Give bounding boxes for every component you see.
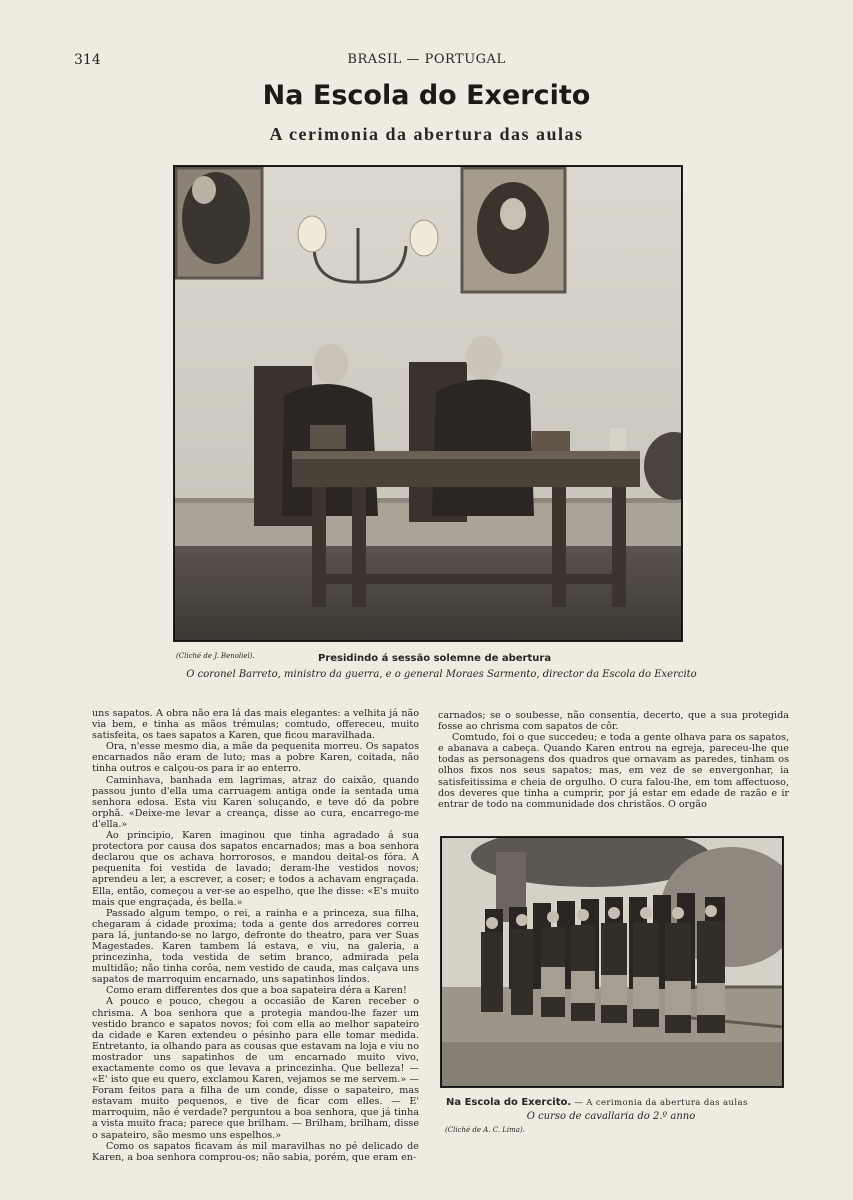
figure2-caption-title: Na Escola do Exercito. — [446, 1097, 572, 1108]
running-head: BRASIL — PORTUGAL — [347, 52, 506, 67]
figure2-caption-sub: O curso de cavallaria do 2.º anno — [526, 1111, 696, 1122]
figure1-caption-text: O coronel Barreto, ministro da guerra, e o general Moraes Sarmento, director da Escola do Exercito — [186, 669, 697, 680]
right-text-column — [438, 710, 789, 810]
page-number: 314 — [74, 52, 101, 68]
photo-officers-at-table — [173, 165, 683, 642]
paragraph: Como os sapatos ficavam ás mil maravilhas no pé delicado de Karen, a boa senhora comprou-os; não sabia, porém, que eram en- — [92, 1140, 419, 1163]
figure2-caption — [446, 1097, 748, 1108]
figure1-caption-title: Presidindo á sessão solemne de abertura — [318, 653, 552, 664]
left-text-column — [92, 708, 419, 1163]
paragraph: Caminhava, banhada em lagrimas, atraz do caixão, quando passou junto d'ella uma carruagem antiga onde ia sentada uma senhora edosa. Esta viu Karen soluçando, e teve dó da pobre orphã. «Deixe-me levar a creança, disse ao cura, encarrego-me d'ella.» — [92, 774, 419, 830]
article-title: Na Escola do Exercito — [262, 80, 591, 111]
photo-cavalry-students — [440, 836, 784, 1088]
paragraph: carnados; se o soubesse, não consentia, decerto, que a sua protegida fosse ao chrisma com sapatos de côr. — [438, 710, 789, 733]
paragraph: uns sapatos. A obra não era lá das mais elegantes: a velhita já não via bem, e tinha as mãos trémulas; comtudo, offereceu, muito satisfeita, os taes sapatos a Karen, que ficou maravilhada. — [92, 708, 419, 742]
paragraph: Como eram differentes dos que a boa sapateira déra a Karen! — [106, 985, 407, 997]
paragraph: Ora, n'esse mesmo dia, a mãe da pequenita morreu. Os sapatos encarnados não eram de luto; mas a pobre Karen, coitada, não tinha outros e calçou-os para ir ao enterro. — [92, 741, 419, 775]
paragraph: A pouco e pouco, chegou a occasião de Karen receber o chrisma. A boa senhora que a protegia mandou-lhe fazer um vestido branco e sapatos novos; foi com ella ao melhor sapateiro da cidade e Karen extendeu o pésinho para elle tomar medida. Entretanto, ia olhando para as cousas que estavam na loja e viu no mostrador uns sapatinhos de um encarnado muito vivo, exactamente como os que levava a princezinha. Que belleza! — «E' isto que eu quero, exclamou Karen, vejamos se me servem.» — Foram feitos para a filha de um conde, disse o sapateiro, mas estavam muito pequenos, e tive de ficar com elles. — E' marroquim, não é verdade? perguntou a boa senhora, que já tinha a vista muito fraca; parece que brilham. — Brilham, brilham, disse o sapateiro, são mesmo uns espelhos.» — [92, 996, 419, 1141]
paragraph: Comtudo, foi o que succedeu; e toda a gente olhava para os sapatos, e abanava a cabeça. Quando Karen entrou na egreja, pareceu-lhe que todas as personagens dos quadros que ornavam as paredes, tinham os olhos fixos nos seus sapatos; mas, em vez de se envergonhar, ia satisfeitissima e cheia de orgulho. O cura falou-lhe, em tom affectuoso, dos deveres que tinha a cumprir, por já estar em edade de razão e ir entrar de todo na communidade dos christãos. O orgão — [438, 732, 789, 810]
paragraph: Passado algum tempo, o rei, a rainha e a princeza, sua filha, chegaram á cidade proxima; toda a gente dos arredores correu para lá, juntando-se no largo, defronte do theatro, para ver Suas Magestades. Karen tambem lá estava, e viu, na galeria, a princezinha, toda vestida de setim branco, admirada pela multidão; não tinha corôa, nem vestido de cauda, mas calçava uns sapatos de marroquim encarnado, uns sapatinhos lindos. — [92, 907, 419, 986]
article-subtitle: A cerimonia da abertura das aulas — [269, 124, 584, 144]
figure2-caption-rest: — A cerimonia da abertura das aulas — [574, 1098, 748, 1108]
figure2-credit: (Cliché de A. C. Lima). — [445, 1126, 525, 1134]
paragraph: Ao principio, Karen imaginou que tinha agradado á sua protectora por causa dos sapatos encarnados; mas a boa senhora declarou que os achava horrorosos, e mandou deital-os fóra. A pequenita foi vestida de lavado; deram-lhe vestidos novos; aprendeu a ler, a escrever, a coser; e todos a achavam engraçada. Ella, então, começou a ver-se ao espelho, que lhe disse: «E's muito mais que engraçada, és bella.» — [92, 830, 419, 908]
figure1-credit: (Cliché de J. Benoliel). — [176, 652, 255, 660]
